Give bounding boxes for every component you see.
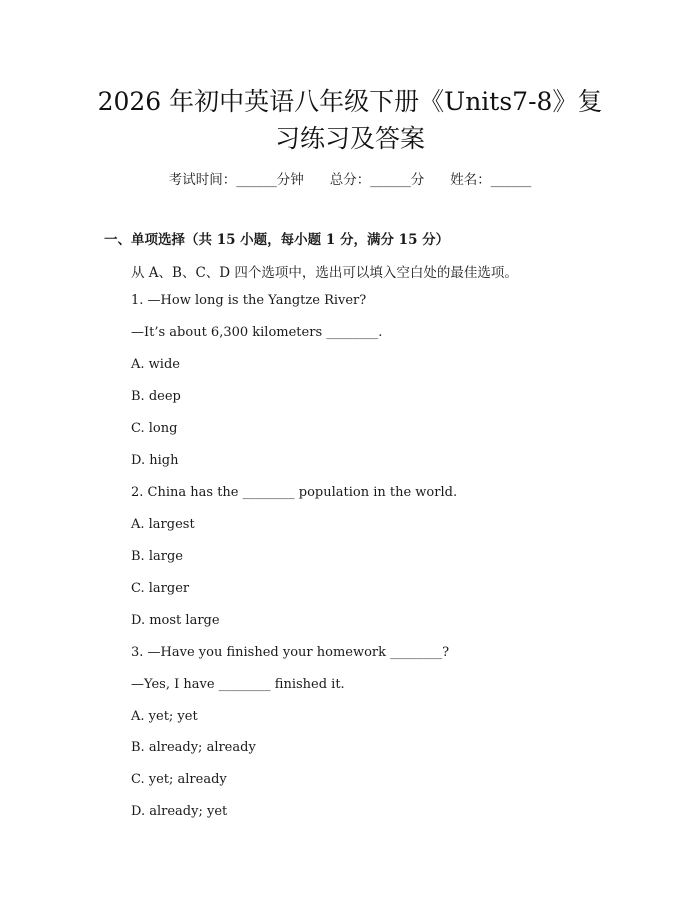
question-1-option-c: C. long	[131, 421, 178, 436]
question-1-option-d: D. high	[131, 453, 179, 468]
question-3-stem: 3. —Have you finished your homework ________?	[131, 645, 450, 660]
question-2-option-d: D. most large	[131, 613, 220, 628]
question-2-stem: 2. China has the ________ population in the world.	[131, 485, 458, 500]
exam-meta	[0, 168, 700, 188]
question-3-option-c: C. yet; already	[131, 772, 227, 787]
section-instruction: 从 A、B、C、D 四个选项中，选出可以填入空白处的最佳选项。	[131, 265, 518, 281]
question-3-option-d: D. already; yet	[131, 804, 228, 819]
question-1-option-a: A. wide	[131, 357, 180, 372]
question-3-stem-line-2: —Yes, I have ________ finished it.	[131, 677, 345, 692]
question-2-option-a: A. largest	[131, 517, 195, 532]
student-name: 姓名：______	[450, 172, 532, 188]
document-title-line-1: 2026 年初中英语八年级下册《Units7-8》复	[97, 87, 603, 116]
question-1-stem: 1. —How long is the Yangtze River?	[131, 293, 367, 308]
section-heading: 一、单项选择（共 15 小题，每小题 1 分，满分 15 分）	[104, 232, 450, 248]
exam-time: 考试时间：______分钟	[168, 172, 304, 188]
question-1-option-b: B. deep	[131, 389, 181, 404]
document-title-line-2: 习练习及答案	[274, 124, 425, 153]
question-2-option-c: C. larger	[131, 581, 190, 596]
question-3-option-a: A. yet; yet	[131, 709, 198, 724]
question-3-option-b: B. already; already	[131, 740, 256, 755]
exam-score: 总分：______分	[329, 172, 425, 188]
question-1-stem-line-2: —It’s about 6,300 kilometers ________.	[131, 325, 383, 340]
question-2-option-b: B. large	[131, 549, 183, 564]
